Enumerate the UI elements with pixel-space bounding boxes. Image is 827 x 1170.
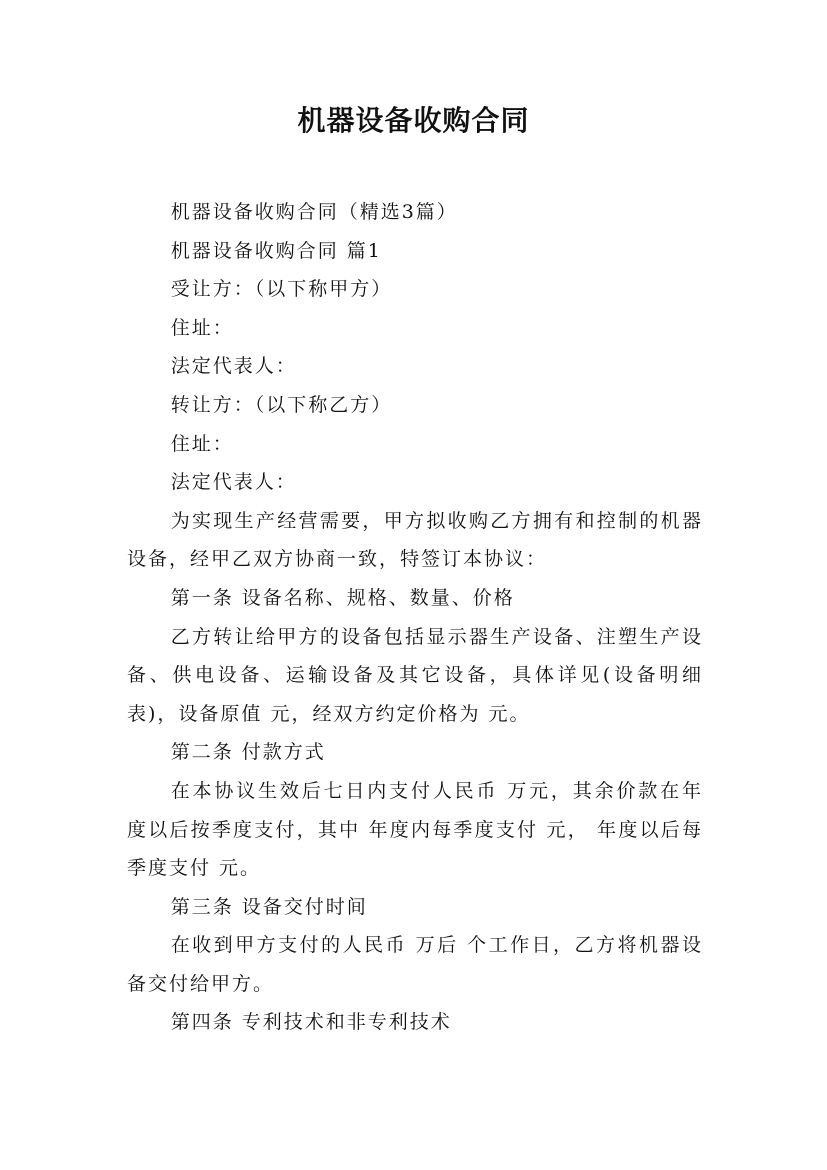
paragraph-preamble: 为实现生产经营需要，甲方拟收购乙方拥有和控制的机器设备，经甲乙双方协商一致，特签订本协议： (127, 509, 703, 571)
paragraph-party-b: 转让方：（以下称乙方） (170, 393, 393, 416)
document-body (127, 193, 703, 1042)
paragraph-party-b-representative: 法定代表人： (170, 471, 297, 494)
paragraph-article-2-body: 在本协议生效后七日内支付人民币 万元，其余价款在年度以后按季度支付，其中 年度内每季度支付 元， 年度以后每季度支付 元。 (127, 779, 703, 880)
paragraph-party-a: 受让方：（以下称甲方） (170, 278, 393, 301)
paragraph-article-2-heading: 第二条 付款方式 (170, 741, 326, 764)
paragraph-article-1-body: 乙方转让给甲方的设备包括显示器生产设备、注塑生产设备、供电设备、运输设备及其它设备，具体详见(设备明细表)，设备原值 元，经双方约定价格为 元。 (127, 625, 703, 725)
paragraph-article-4-heading: 第四条 专利技术和非专利技术 (170, 1011, 452, 1034)
paragraph-article-3-heading: 第三条 设备交付时间 (170, 895, 368, 918)
paragraph-party-a-representative: 法定代表人： (170, 355, 297, 378)
paragraph-section-heading: 机器设备收购合同 篇1 (170, 239, 382, 262)
paragraph-party-a-address: 住址： (170, 316, 234, 339)
paragraph-article-3-body: 在收到甲方支付的人民币 万后 个工作日，乙方将机器设备交付给甲方。 (127, 934, 703, 995)
paragraph-party-b-address: 住址： (170, 432, 234, 455)
paragraph-article-1-heading: 第一条 设备名称、规格、数量、价格 (170, 586, 515, 609)
paragraph-subtitle: 机器设备收购合同（精选3篇） (170, 201, 458, 223)
document-title: 机器设备收购合同 (297, 104, 530, 137)
